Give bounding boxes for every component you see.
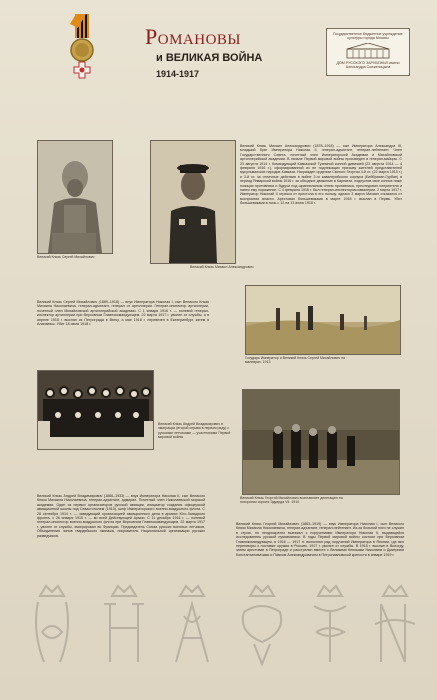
poster-subtitle: и ВЕЛИКАЯ ВОЙНА <box>156 52 263 64</box>
imperial-monogram-1-icon <box>22 572 82 672</box>
poster-years: 1914-1917 <box>156 69 200 79</box>
photo-emigration-group <box>37 370 154 450</box>
imperial-monogram-3-icon <box>162 572 222 672</box>
photo-emperor-maneuvers <box>245 285 401 355</box>
imperial-monogram-2-icon <box>94 572 154 672</box>
poster-title: Романовы <box>145 24 241 49</box>
caption-emperor-maneuvers: Государь Император и Великий Князь Сергей Михайлович на маневрах. 1913 <box>245 356 345 365</box>
caption-sergei: Великий Князь Сергей Михайлович <box>37 255 95 259</box>
logo-top-text: Государственное бюджетное учреждение культуры города Москвы <box>333 32 403 41</box>
logo-bottom-text: ДОМ РУССКОГО ЗАРУБЕЖЬЯ имени Александра Солженицына <box>336 61 400 70</box>
text-sergei-bio: Великий Князь Сергей Михайлович (1869–1918) — внук Императора Николая I, сын Великого Князя Михаила Николаевича, генерал-адъютант, генерал от артиллерии. Генерал-инспектор артиллерии, почетный член Михайловской артиллерийской академии. С 1 января 1916 г. — полевой генерал-инспектор артиллерии при Верховном Главнокомандующем. 22 марта 1917 г. уволен от службы, а в апреле 1918 г. выслан из Петрограда в Вятку, а мае 1918 г. перевезен в Екатеринбург, затем в Алапаевск. Убит 18 июля 1918 г. <box>37 300 209 327</box>
photo-sergei-mikhailovich <box>37 140 113 254</box>
institution-logo <box>326 28 410 76</box>
st-george-cross-medal-icon <box>62 14 102 82</box>
imperial-monogram-4-icon <box>232 572 292 672</box>
text-andrei-bio: Великий Князь Андрей Владимирович (1866–1933) — внук Императора Николая II, сын Великого Князя Михаила Николаевича, генерал-адъютант, адмирал. Почетный член Николаевской морской академии. Один из первых организаторов русской авиации, инициатор создания офицерской авиационной школы под Севастополем (1910), шеф Императорского военно-воздушного флота. С 28 сентября 1914 г. — заведующий организацией авиационного дела в армиях Юго-Западного фронта, с 26 января 1915 г. — во всей Действующей Армии. С 11 декабря 1916 г. — полевой генерал-инспектор военно-воздушного флота при Верховном Главнокомандующем. 22 марта 1917 г. уволен от службы, эмигрировал во Францию. Председатель Союза русских военных летчиков, Объединения чинов гвардейского экипажа, покровитель Национальной организации русских разведчиков. <box>37 494 205 538</box>
imperial-monogram-6-icon <box>365 572 425 672</box>
photo-mikhail-alexandrovich <box>150 140 236 264</box>
building-icon <box>345 43 391 59</box>
caption-georgy-funeral: Великий Князь Георгий Михайлович возглавляет делегацию на похоронах короля Эдуарда VII. 1910 <box>240 496 343 505</box>
caption-mikhail: Великий Князь Михаил Александрович <box>190 265 254 269</box>
photo-georgy-funeral <box>242 389 400 495</box>
imperial-monogram-5-icon <box>300 572 360 672</box>
caption-emigration-group: Великий Князь Андрей Владимирович в эмиграции (второй справа в первом ряду) с русскими летчиками — участниками Первой мировой войны <box>158 422 231 440</box>
text-georgy-bio: Великий Князь Георгий Михайлович (1863–1919) — внук Императора Николая I, сын Великого Князя Михаила Николаевича, генерал-адъютант, генерал-лейтенант. Из-за больной ноги не служил в строю, но неоднократно выезжал с поручениями Императора Николая II, выдающийся исследователь русской нумизматики. В годы Первой мировой войны состоял при Верховном Главнокомандующем, в 1916 — 1917 гг. выполнял ряд поручений Императора в Японии, где вел переговоры о поставке оружия в Россию, 1917 г. уволен от службы. В 1918 г. выслан в Вологду, затем арестован в Петрограде и расстрелян вместе с Великими Князьями Николаем и Дмитрием Константиновичами и Павлом Александровичем в Петропавловской крепости в январе 1919 г. <box>236 522 404 557</box>
text-mikhail-bio: Великий Князь Михаил Александрович (1878–1918) — сын Императора Александра III, младший брат Императора Николая II, генерал-адъютант, генерал-лейтенант. Член Государственного Совета, почетный член Императорской Академии и Михайловской артиллерийской академии. В начале Первой мировой войны произведен в генерал-майоры. С 23 августа 1914 г. Командующий Кавказской Туземной конной дивизией (23 августа 1914 — 4 февраля 1916 г.), сформированной из не подлежащих призыву жителей представителей мусульманских народов Кавказа. Награжден орденом Святого Георгия 4-й ст. (22 марта 1915 г.) и 3-й ст. за отличные действия в войне 2-го кавалерийского корпуса (Бейбрахан-Гурбан) в период Январской войны 1916 г. за обходное движение в Карпатах, подпустив свое конное ниже позиции противника и будучи под шрапнельным огнем противника, преследовал неприятеля и нанес ему поражение. С 4 февраля 1916 г. был генерал-инспектором кавалерии. 2 марта 1917 г. Император Николай II отрекся от престола в его пользу, однако 3 марта Михаил отказался от восприятия власти. Арестован большевиками в марте 1918 г. выслан в Пермь. Убит большевиками в ночь с 12 на 13 июня 1918 г. <box>240 144 402 206</box>
